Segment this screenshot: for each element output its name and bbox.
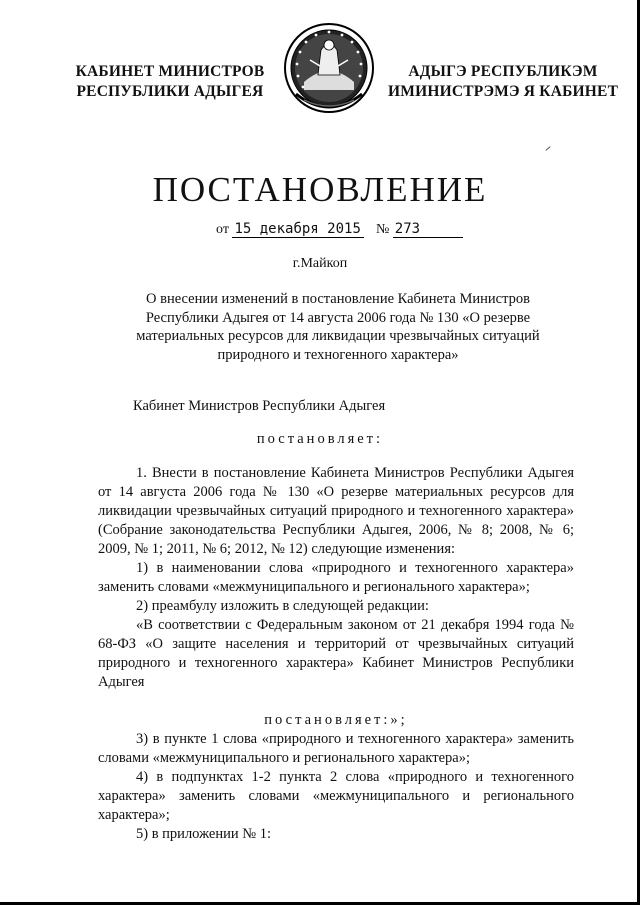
paragraph-8: 5) в приложении № 1: [136, 826, 271, 842]
document-subject [108, 290, 568, 364]
scan-mark [545, 146, 550, 151]
subject-line: природного и техногенного характера» [217, 346, 459, 363]
subject-line: материальных ресурсов для ликвидации чрезвычайных ситуаций [136, 328, 540, 344]
header-left-line1: КАБИНЕТ МИНИСТРОВ [75, 63, 265, 80]
paragraph-5: постановляет:»; [264, 712, 408, 728]
number-label: № [375, 222, 390, 237]
header-right-line2: ИМИНИСТРЭМЭ Я КАБИНЕТ [388, 83, 619, 100]
paragraph-2: 1) в наименовании слова «природного и техногенного характера» заменить словами «межмуниципального и регионального характера»; [98, 560, 574, 595]
header-right-line1: АДЫГЭ РЕСПУБЛИКЭМ [408, 63, 598, 80]
paragraph-6: 3) в пункте 1 слова «природного и техногенного характера» заменить словами «межмуниципального и регионального характера»; [98, 731, 574, 766]
header-right [388, 62, 618, 102]
header-left-line2: РЕСПУБЛИКИ АДЫГЕЯ [76, 83, 264, 100]
paragraph-4: «В соответствии с Федеральным законом от 21 декабря 1994 года № 68-ФЗ «О защите населения и территорий от чрезвычайных ситуаций природного и техногенного характера» Кабинет Министров Республики Адыгея [98, 617, 574, 690]
issuing-authority: Кабинет Министров Республики Адыгея [133, 398, 386, 414]
paragraph-1: 1. Внести в постановление Кабинета Министров Республики Адыгея от 14 августа 2006 года № 130 «О резерве материальных ресурсов для ликвидации чрезвычайных ситуаций природного и техногенного характера» (Собрание законодательства Республики Адыгея, 2006, № 8; 2008, № 6; 2009, № 1; 2011, № 6; 2012, № 12) следующие изменения: [98, 465, 574, 557]
paragraph-7: 4) в подпунктах 1-2 пункта 2 слова «природного и техногенного характера» заменить словами «межмуниципального и регионального характера»; [98, 769, 574, 823]
paragraph-3: 2) преамбулу изложить в следующей редакции: [136, 598, 429, 614]
date-number-line [216, 221, 456, 238]
date-label: от [216, 222, 229, 237]
document-title: ПОСТАНОВЛЕНИЕ [152, 170, 488, 209]
spacer [98, 692, 574, 711]
adygea-emblem-icon [274, 20, 384, 118]
document-body [98, 464, 574, 844]
subject-line: Республики Адыгея от 14 августа 2006 года № 130 «О резерве [145, 309, 531, 326]
city: г.Майкоп [292, 256, 348, 271]
date-value: 15 декабря 2015 [232, 221, 364, 238]
subject-line: О внесении изменений в постановление Кабинета Министров [146, 291, 530, 307]
header-left [70, 62, 270, 102]
number-value: 273 [393, 221, 463, 238]
resolves-heading: постановляет: [256, 431, 384, 447]
